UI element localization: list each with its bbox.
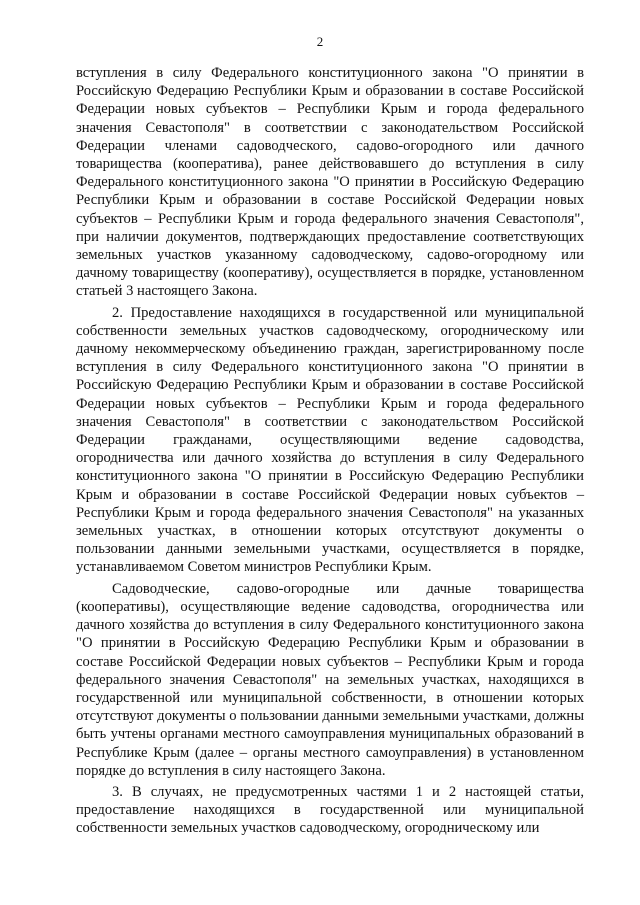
page-number: 2 bbox=[316, 34, 324, 49]
paragraph-clause-3: 3. В случаях, не предусмотренных частями 1 и 2 настоящей статьи, предоставление находящихся в государственной или муниципальной собственности земельных участков садоводческому, огородническому или bbox=[76, 783, 584, 837]
paragraph-clause-2-cooperatives: Садоводческие, садово-огородные или дачные товарищества (кооперативы), осуществляющие ведение садоводства, огородничества или дачного хозяйства до вступления в силу Федерального конституционного закона "О принятии в Российскую Федерацию Республики Крым и образовании в составе Российской Федерации новых субъектов – Республики Крым и города федерального значения Севастополя" на земельных участках, находящихся в государственной или муниципальной собственности, в отношении которых отсутствуют документы о пользовании данными земельными участками, должны быть учтены органами местного самоуправления муниципальных образований в Республике Крым (далее – органы местного самоуправления) в установленном порядке до вступления в силу настоящего Закона. bbox=[76, 580, 584, 779]
paragraph-clause-2: 2. Предоставление находящихся в государственной или муниципальной собственности земельных участков садоводческому, огородническому или дачному некоммерческому объединению граждан, зарегистрированному после вступления в силу Федерального конституционного закона "О принятии в Российскую Федерацию Республики Крым и образовании в составе Российской Федерации новых субъектов – Республики Крым и города федерального значения Севастополя" в соответствии с законодательством Российской Федерации гражданами, осуществляющими ведение садоводства, огородничества или дачного хозяйства до вступления в силу Федерального конституционного закона "О принятии в Российскую Федерацию Республики Крым и образовании в составе Российской Федерации новых субъектов – Республики Крым и города федерального значения Севастополя" на указанных земельных участках, в отношении которых отсутствуют документы о пользовании данными земельными участками, осуществляется в порядке, устанавливаемом Советом министров Республики Крым. bbox=[76, 304, 584, 576]
document-body bbox=[76, 64, 584, 838]
paragraph-continuation: вступления в силу Федерального конституционного закона "О принятии в Российскую Федерацию Республики Крым и образовании в составе Российской Федерации новых субъектов – Республики Крым и города федерального значения Севастополя" в соответствии с законодательством Российской Федерации членами садоводческого, садово-огородного или дачного товарищества (кооператива), ранее действовавшего до вступления в силу Федерального конституционного закона "О принятии в Российскую Федерацию Республики Крым и образовании в составе Российской Федерации новых субъектов – Республики Крым и города федерального значения Севастополя", при наличии документов, подтверждающих предоставление соответствующих земельных участков указанному садоводческому, садово-огородному или дачному товариществу (кооперативу), осуществляется в порядке, установленном статьей 3 настоящего Закона. bbox=[76, 65, 584, 300]
